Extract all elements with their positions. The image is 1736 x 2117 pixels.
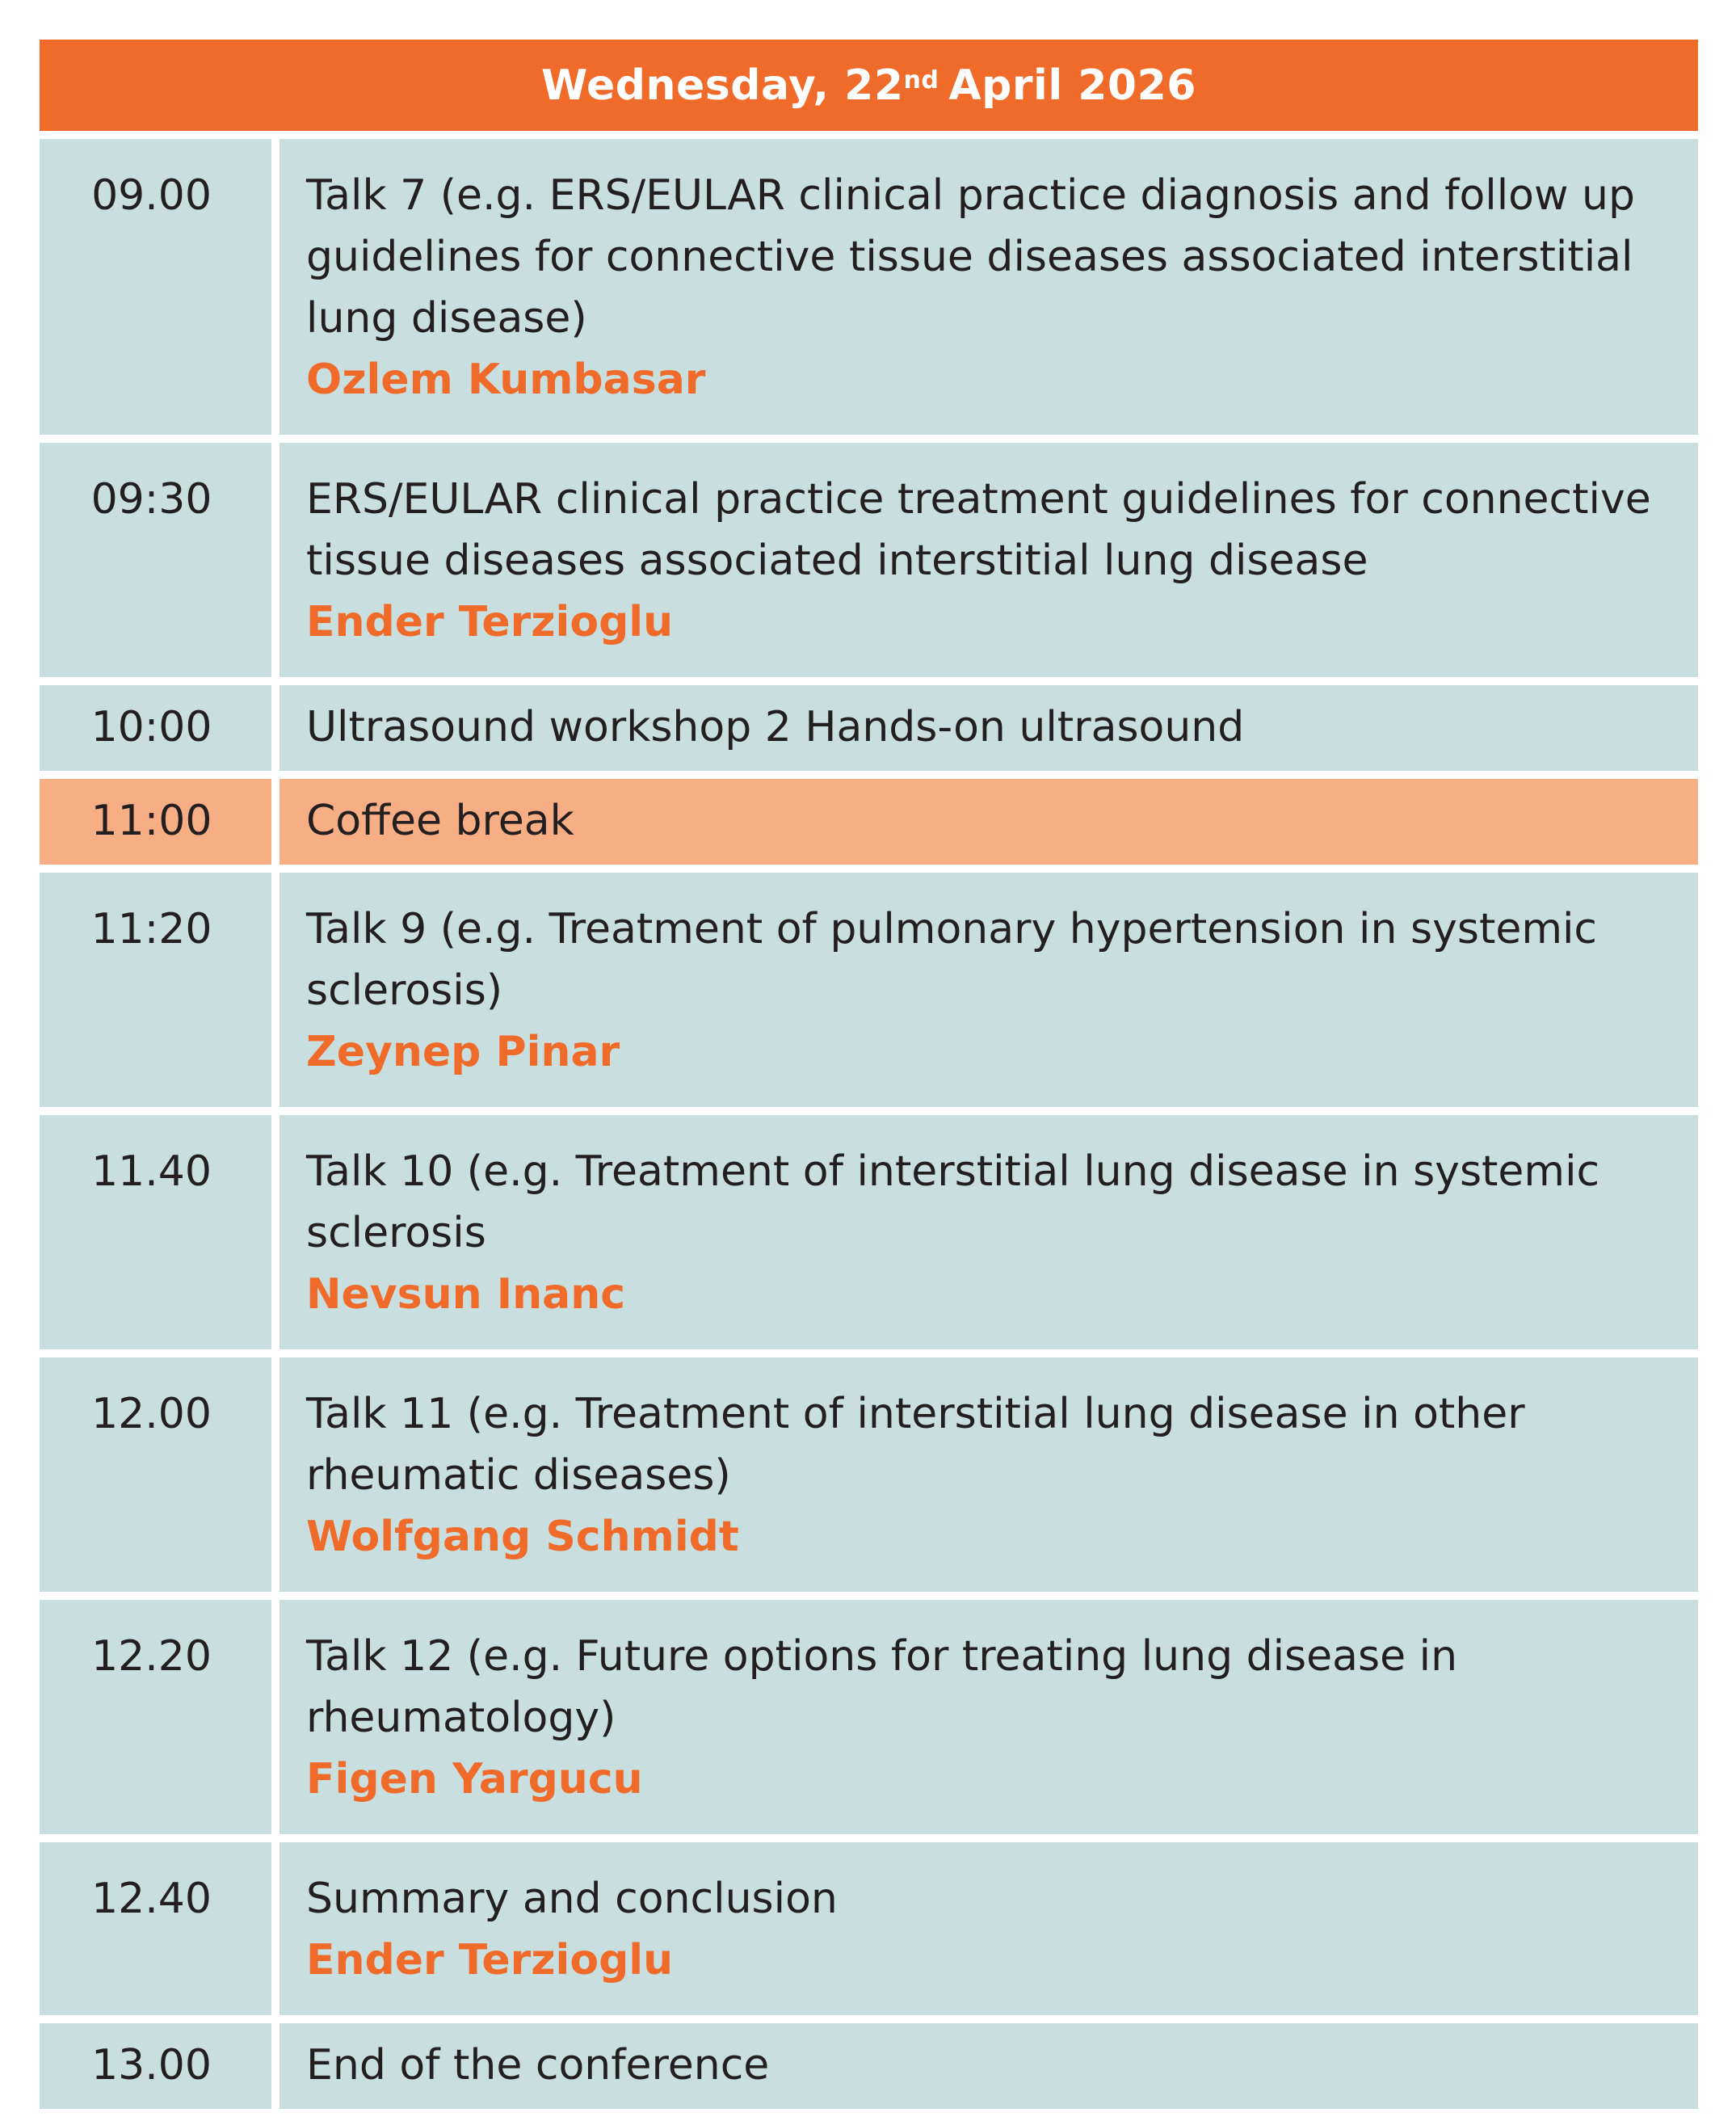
schedule-row [40,443,1698,677]
schedule-table [40,40,1698,2117]
session-title: Talk 12 (e.g. Future options for treating lung disease in rheumatology) [306,1632,1458,1742]
break-row [40,779,1698,865]
schedule-row [40,1115,1698,1349]
time-cell: 12.20 [40,1600,271,1834]
schedule-row [40,1600,1698,1834]
speaker-name: Ozlem Kumbasar [306,356,706,404]
time-cell: 12.00 [40,1357,271,1592]
session-title: Ultrasound workshop 2 Hands-on ultrasound [306,703,1245,751]
session-cell [280,1357,1698,1592]
day-header-month-year: April 2026 [948,61,1196,110]
session-title: Talk 9 (e.g. Treatment of pulmonary hypertension in systemic sclerosis) [306,905,1598,1015]
speaker-name: Figen Yargucu [306,1755,643,1803]
speaker-name: Nevsun Inanc [306,1270,626,1319]
day-header-ordinal: nd [903,66,939,95]
session-cell [280,2023,1698,2109]
session-title: Talk 7 (e.g. ERS/EULAR clinical practice diagnosis and follow up guidelines for connective tissue diseases associated interstitial lung disease) [306,171,1636,343]
time-cell: 09.00 [40,139,271,435]
session-title: Talk 10 (e.g. Treatment of interstitial lung disease in systemic sclerosis [306,1147,1600,1257]
time-cell: 09:30 [40,443,271,677]
session-cell [280,873,1698,1107]
day-header [40,40,1698,131]
session-cell [280,685,1698,771]
schedule-row [40,685,1698,771]
time-cell: 11.40 [40,1115,271,1349]
time-cell: 13.00 [40,2023,271,2109]
speaker-name: Wolfgang Schmidt [306,1513,739,1561]
time-cell: 10:00 [40,685,271,771]
schedule-row [40,1357,1698,1592]
day-header-date: Wednesday, 22 [541,61,904,110]
session-title: Talk 11 (e.g. Treatment of interstitial lung disease in other rheumatic diseases) [306,1390,1525,1500]
session-cell [280,443,1698,677]
speaker-name: Zeynep Pinar [306,1028,620,1076]
time-cell: 11:00 [40,779,271,865]
time-cell: 12.40 [40,1842,271,2015]
schedule-row [40,2023,1698,2109]
session-title: Summary and conclusion [306,1875,838,1923]
session-cell [280,1600,1698,1834]
schedule-rows [40,139,1698,2109]
session-cell [280,779,1698,865]
session-title: End of the conference [306,2041,770,2090]
speaker-name: Ender Terzioglu [306,1936,674,1984]
speaker-name: Ender Terzioglu [306,598,674,646]
session-cell [280,139,1698,435]
session-cell [280,1842,1698,2015]
session-cell [280,1115,1698,1349]
schedule-row [40,873,1698,1107]
schedule-row [40,1842,1698,2015]
session-title: ERS/EULAR clinical practice treatment guidelines for connective tissue diseases associated interstitial lung disease [306,475,1651,585]
session-title: Coffee break [306,797,574,845]
schedule-row [40,139,1698,435]
time-cell: 11:20 [40,873,271,1107]
